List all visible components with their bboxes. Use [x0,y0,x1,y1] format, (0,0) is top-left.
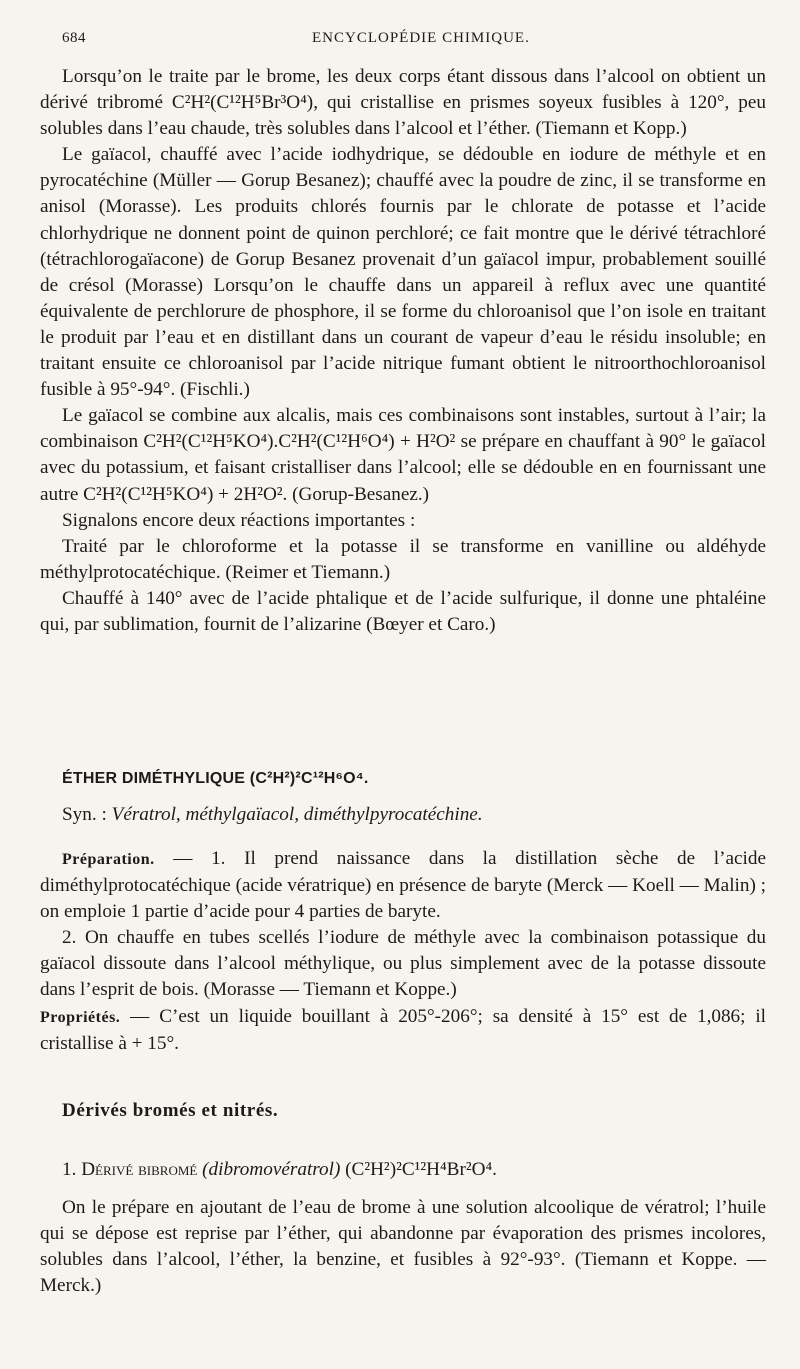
syn-value: Vératrol, méthylgaïacol, diméthylpyrocatéchine. [111,804,483,825]
preparation-block [40,846,766,1057]
ether-title: ÉTHER DIMÉTHYLIQUE (C²H²)²C¹²H⁶O⁴. [62,770,369,787]
running-head [62,30,760,54]
preparation-paragraph [40,846,766,925]
synonyms-line [40,802,766,828]
derive-item-text: On le prépare en ajoutant de l’eau de brome à une solution alcoolique de vératrol; l’huile qui se dépose est reprise par l’éther, qui abandonne par évaporation des prismes incolores, solubles dans l’alcool, l’éther, la benzine, et fusibles à 92°-93°. (Tiemann et Koppe. — Merck.) [40,1197,766,1297]
derive-item-label: Dérivé bibromé [81,1159,198,1180]
derives-block [40,1157,766,1299]
page-number: 684 [62,30,86,46]
properties-paragraph [40,1004,766,1057]
properties-text: — C’est un liquide bouillant à 205°-206°; sa densité à 15° est de 1,086; il cristallise à + 15°. [40,1005,766,1054]
derive-item-formula: (C²H²)²C¹²H⁴Br²O⁴. [340,1159,497,1180]
syn-label: Syn. : [62,804,112,825]
paragraph: Lorsqu’on le traite par le brome, les deux corps étant dissous dans l’alcool on obtient un dérivé tribromé C²H²(C¹²H⁵Br³O⁴), qui cristallise en prismes soyeux fusibles à 120°, peu solubles dans l’eau chaude, très solubles dans l’alcool et l’éther. (Tiemann et Kopp.) [40,66,766,140]
paragraph: Chauffé à 140° avec de l’acide phtalique et de l’acide sulfurique, il donne une phtaléine qui, par sublimation, fournit de l’alizarine (Bœyer et Caro.) [40,587,766,635]
properties-label: Propriétés. [40,1008,121,1026]
paragraph: Le gaïacol se combine aux alcalis, mais ces combinaisons sont instables, surtout à l’air; la combinaison C²H²(C¹²H⁵KO⁴).C²H²(C¹²H⁶O⁴) + H²O² se prépare en chauffant à 90° le gaïacol avec du potassium, et faisant cristalliser dans l’alcool; elle se dédouble en en fournissant une autre C²H²(C¹²H⁵KO⁴) + 2H²O². (Gorup-Besanez.) [40,405,766,505]
paragraph: Le gaïacol, chauffé avec l’acide iodhydrique, se dédouble en iodure de méthyle et en pyrocatéchine (Müller — Gorup Besanez); chauffé avec la poudre de zinc, il se transforme en anisol (Morasse). Les produits chlorés fournis par le chlorate de potasse et l’acide chlorhydrique ne donnent point de quinon perchloré; ce fait montre que le dérivé tétrachloré (tétrachlorogaïacone) de Gorup Besanez provenait d’un gaïacol impur, probablement souillé de crésol (Morasse) Lorsqu’on le chauffe dans un appareil à reflux avec une quantité équivalente de perchlorure de phosphore, il se forme du chloroanisol que l’on isole en traitant le produit par l’eau et en distillant dans un courant de vapeur d’eau le résidu insoluble; en traitant ensuite ce chloroanisol par l’acide nitrique fumant obtient le nitroorthochloroanisol fusible à 95°-94°. (Fischli.) [40,144,766,401]
main-body [40,64,766,638]
derive-item-number: 1. [62,1159,82,1180]
derives-heading: Dérivés bromés et nitrés. [62,1100,279,1121]
derive-item-italic: (dibromovératrol) [202,1159,341,1180]
preparation-step-2: 2. On chauffe en tubes scellés l’iodure de méthyle avec la combinaison potassique du gaïacol dissoute dans l’alcool méthylique, ou plus simplement avec de la potasse dissoute dans l’esprit de bois. (Morasse — Tiemann et Koppe.) [40,927,766,1001]
paragraph: Signalons encore deux réactions importantes : [62,509,416,531]
preparation-text: — 1. Il prend naissance dans la distillation sèche de l’acide diméthylprotocatéchique (acide vératrique) en présence de baryte (Merck — Koell — Malin) ; on emploie 1 partie d’acide pour 4 parties de baryte. [40,848,766,923]
paragraph: Traité par le chloroforme et la potasse il se transforme en vanilline ou aldéhyde méthylprotocatéchique. (Reimer et Tiemann.) [40,535,766,583]
preparation-label: Préparation. [62,851,155,868]
derive-item-title [40,1157,766,1183]
running-title: ENCYCLOPÉDIE CHIMIQUE. [312,30,530,46]
